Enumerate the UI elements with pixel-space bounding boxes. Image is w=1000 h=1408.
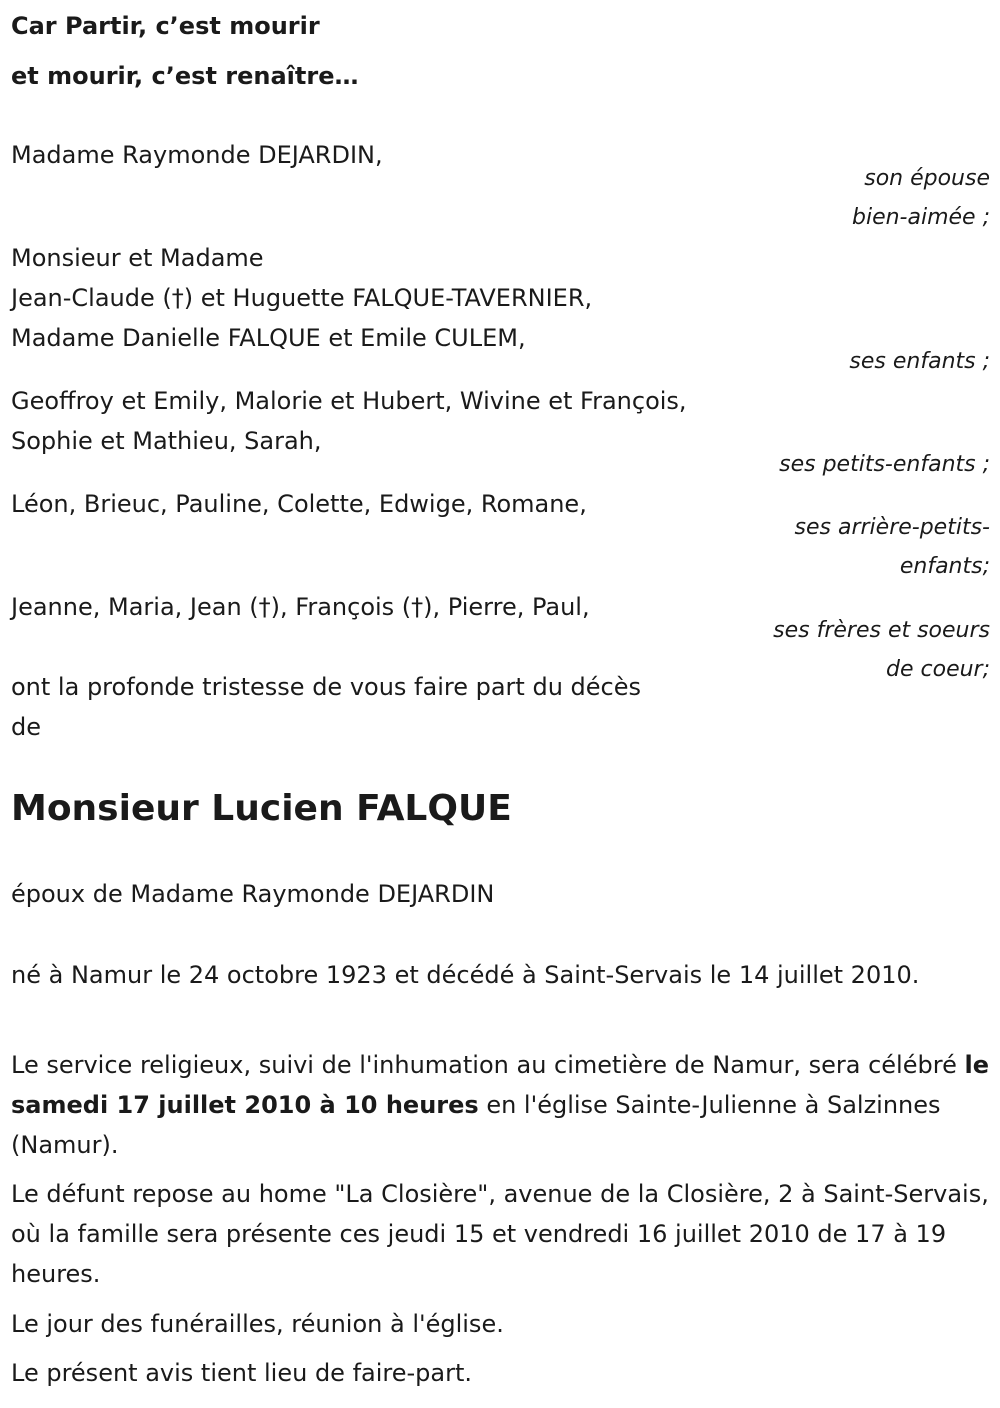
spouse-role-line-2: bien-aimée ;	[852, 205, 990, 230]
epigraph-line-1: Car Partir, c’est mourir	[11, 12, 320, 40]
siblings-role-line-2: de coeur;	[886, 657, 990, 682]
children-role: ses enfants ;	[849, 349, 990, 374]
reunion-paragraph: Le jour des funérailles, réunion à l'église.	[11, 1310, 504, 1338]
spouse-name: Madame Raymonde DEJARDIN,	[11, 141, 383, 169]
grandchildren-role: ses petits-enfants ;	[779, 452, 990, 477]
great-grandchildren-line-1: Léon, Brieuc, Pauline, Colette, Edwige, Romane,	[11, 490, 587, 518]
announcement-line-1: ont la profonde tristesse de vous faire part du décès	[11, 673, 641, 701]
children-line-2: Jean-Claude (†) et Huguette FALQUE-TAVERNIER,	[11, 284, 593, 312]
spouse-role-line-1: son épouse	[864, 166, 990, 191]
deceased-name: Monsieur Lucien FALQUE	[11, 788, 512, 829]
announcement-line-2: de	[11, 713, 41, 741]
siblings-line-1: Jeanne, Maria, Jean (†), François (†), Pierre, Paul,	[11, 593, 590, 621]
service-paragraph	[11, 1045, 991, 1165]
notice-paragraph: Le présent avis tient lieu de faire-part.	[11, 1359, 473, 1387]
children-line-1: Monsieur et Madame	[11, 244, 264, 272]
great-grandchildren-role-line-1: ses arrière-petits-	[794, 515, 990, 540]
grandchildren-line-2: Sophie et Mathieu, Sarah,	[11, 427, 322, 455]
children-line-3: Madame Danielle FALQUE et Emile CULEM,	[11, 324, 526, 352]
grandchildren-line-1: Geoffroy et Emily, Malorie et Hubert, Wivine et François,	[11, 387, 687, 415]
spouse-of: époux de Madame Raymonde DEJARDIN	[11, 880, 495, 908]
repose-paragraph: Le défunt repose au home "La Closière", avenue de la Closière, 2 à Saint-Servais, où la famille sera présente ces jeudi 15 et vendredi 16 juillet 2010 de 17 à 19 heures.	[11, 1180, 989, 1288]
siblings-role-line-1: ses frères et soeurs	[773, 618, 990, 643]
great-grandchildren-role-line-2: enfants;	[899, 554, 990, 579]
service-date-time: le samedi 17 juillet 2010 à 10 heures	[11, 1051, 989, 1119]
birth-death-paragraph: né à Namur le 24 octobre 1923 et décédé à Saint-Servais le 14 juillet 2010.	[11, 961, 920, 989]
service-text-after: en l'église Sainte-Julienne à Salzinnes (Namur).	[11, 1091, 941, 1159]
epigraph-line-2: et mourir, c’est renaître…	[11, 62, 359, 90]
service-text-before: Le service religieux, suivi de l'inhumation au cimetière de Namur, sera célébré	[11, 1051, 965, 1079]
